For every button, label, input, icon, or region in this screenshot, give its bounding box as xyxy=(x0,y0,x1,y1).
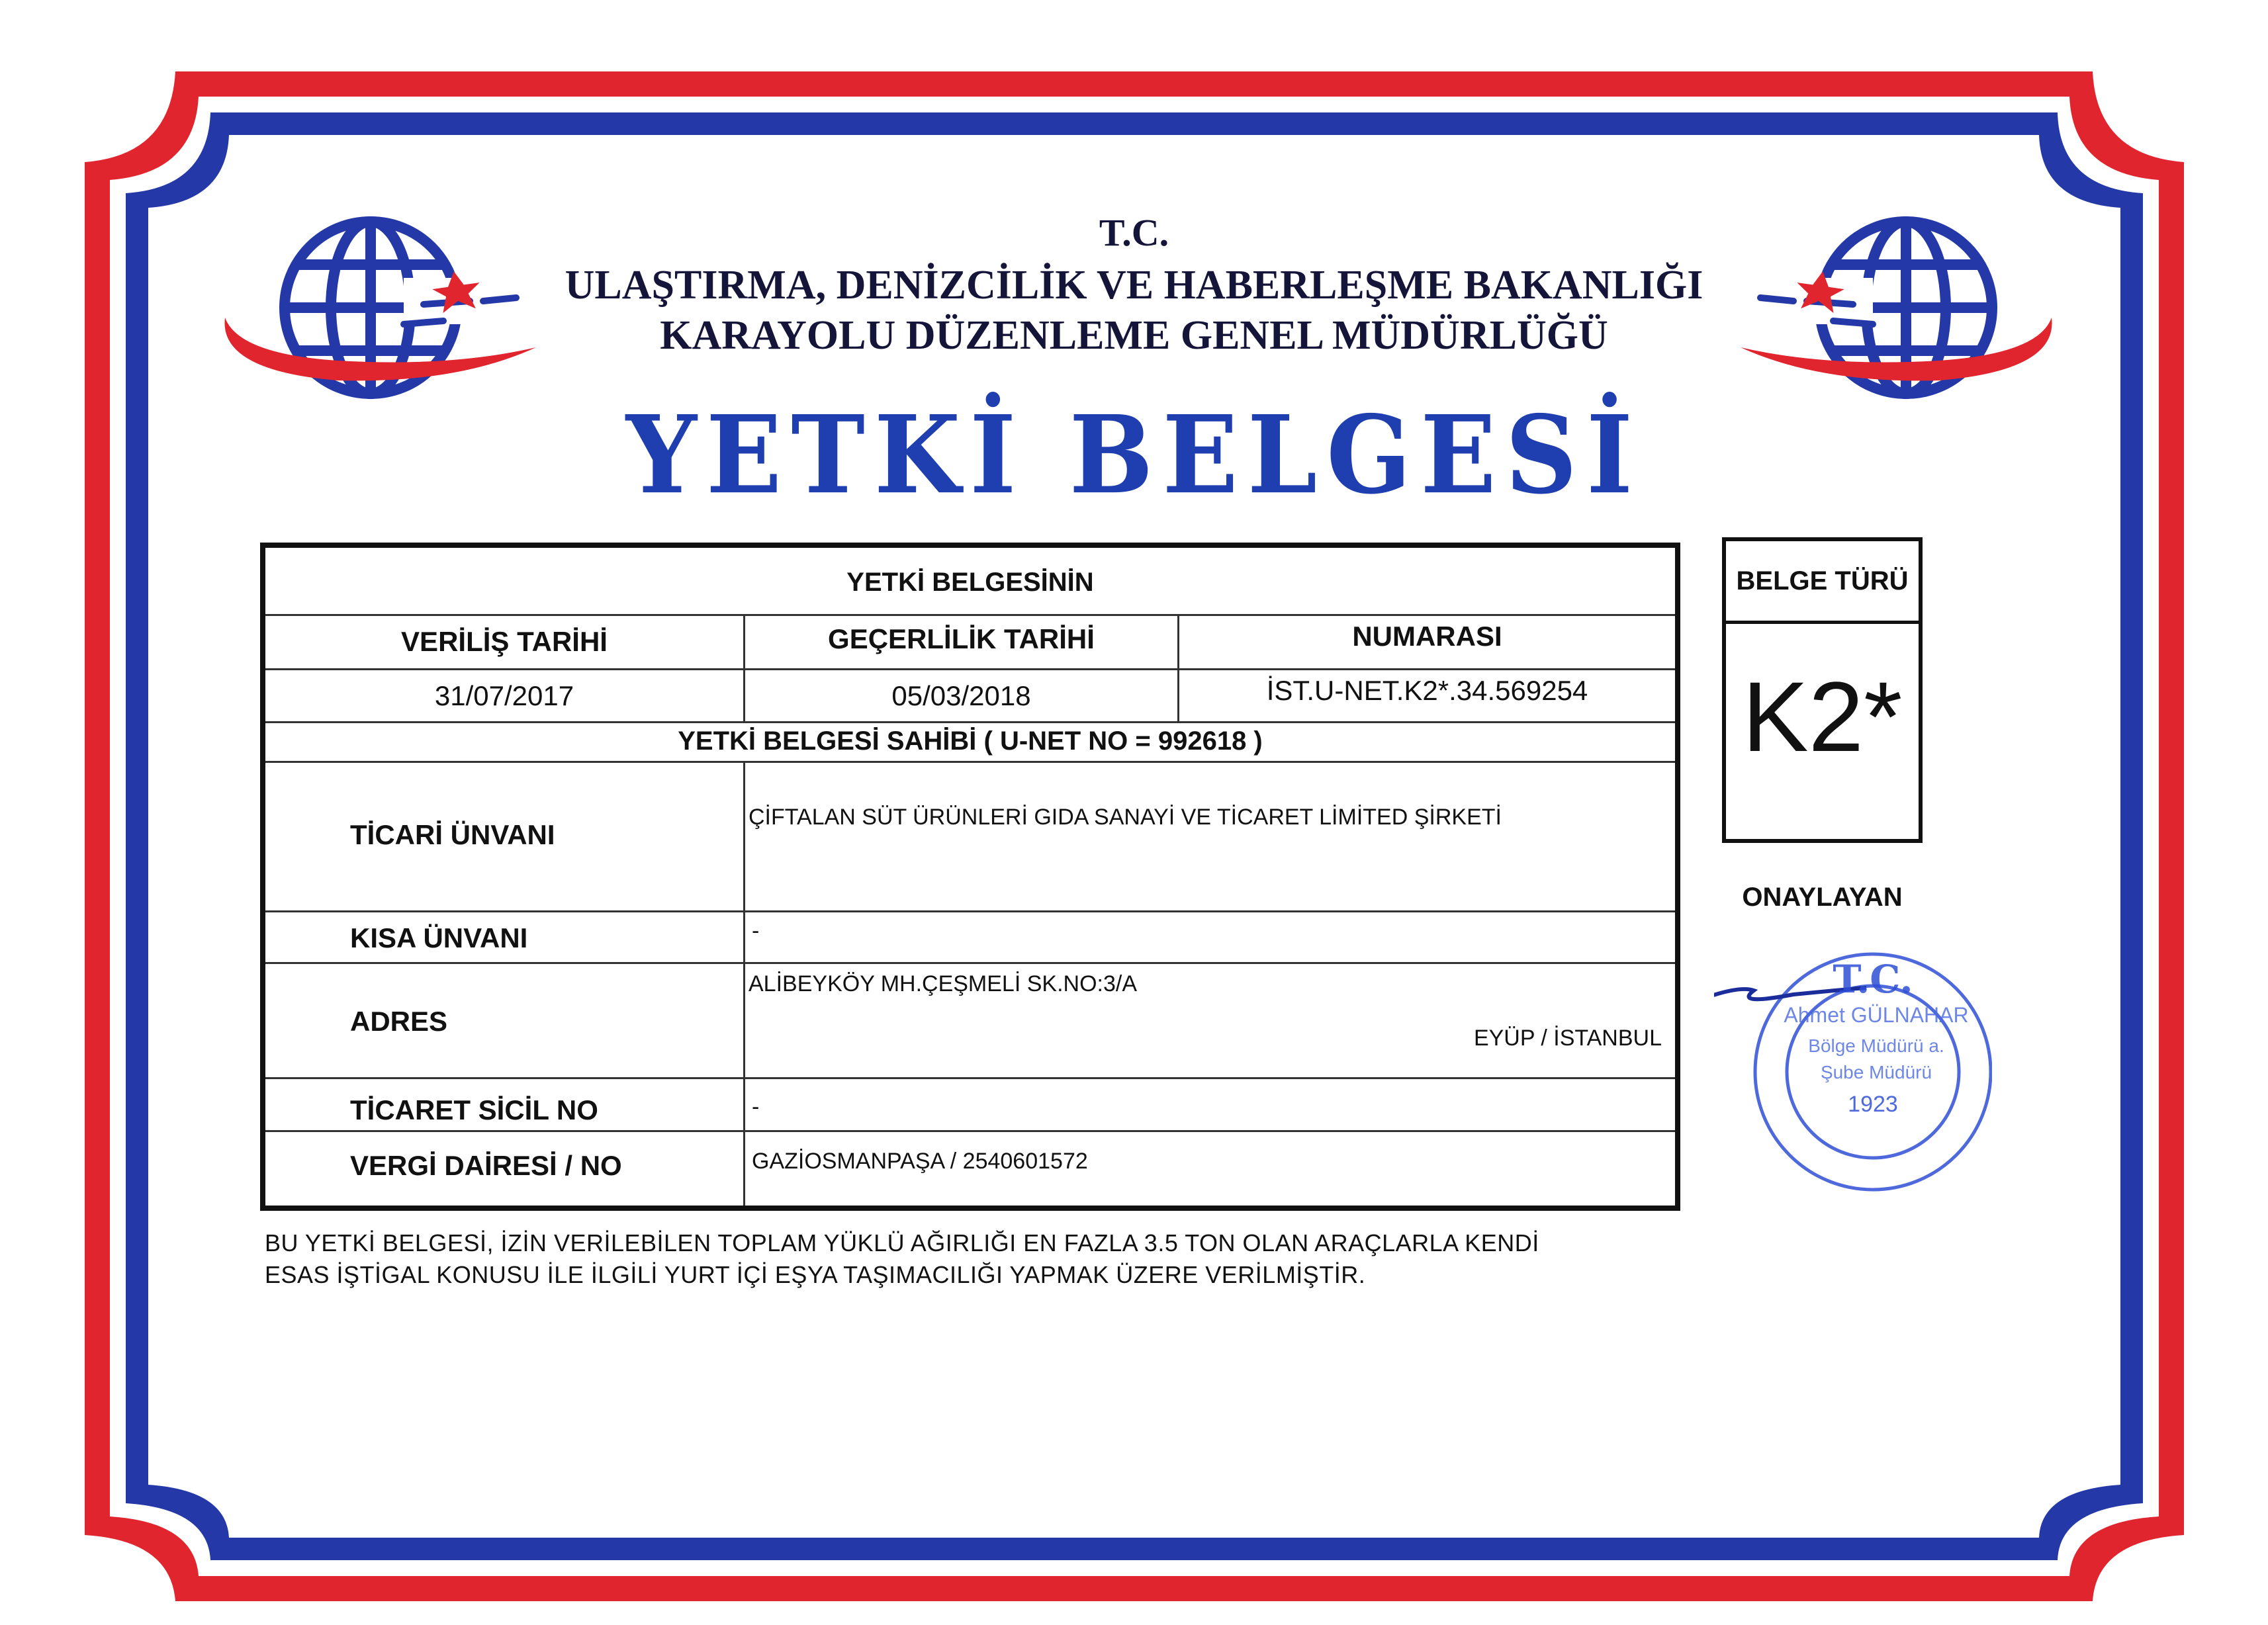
stamp-signatory-name: Ahmet GÜLNAHAR xyxy=(1784,1003,1969,1027)
country-abbreviation: T.C. xyxy=(1099,211,1169,254)
trade-registry-label: TİCARET SİCİL NO xyxy=(350,1094,598,1125)
holder-title: YETKİ BELGESİ SAHİBİ ( U-NET NO = 992618 ) xyxy=(678,726,1263,756)
footer-line-2: ESAS İŞTİGAL KONUSU İLE İLGİLİ YURT İÇİ EŞYA TAŞIMACILIĞI YAPMAK ÜZERE VERİLMİŞTİR. xyxy=(265,1261,1366,1288)
address-label: ADRES xyxy=(350,1006,448,1037)
trade-name-label: TİCARİ ÜNVANI xyxy=(350,819,555,850)
short-name-value: - xyxy=(752,918,760,944)
stamp-top-text: T.C. xyxy=(1833,957,1913,1002)
tax-office-value: GAZİOSMANPAŞA / 2540601572 xyxy=(752,1149,1088,1174)
tax-office-label: VERGİ DAİRESİ / NO xyxy=(350,1150,622,1181)
column-header-issue-date: VERİLİŞ TARİHİ xyxy=(401,626,608,657)
trade-name-value: ÇİFTALAN SÜT ÜRÜNLERİ GIDA SANAYİ VE TİCARET LİMİTED ŞİRKETİ xyxy=(748,805,1502,830)
address-line-2: EYÜP / İSTANBUL xyxy=(1473,1026,1662,1051)
authorization-table xyxy=(260,543,1680,1211)
issue-date-value: 31/07/2017 xyxy=(434,680,574,711)
document-title: YETKİ BELGESİ xyxy=(625,392,1643,519)
document-type-label: BELGE TÜRÜ xyxy=(1736,566,1909,595)
approval-label: ONAYLAYAN xyxy=(1742,883,1903,912)
stamp-role-line-2: Şube Müdürü xyxy=(1820,1062,1932,1082)
footer-line-1: BU YETKİ BELGESİ, İZİN VERİLEBİLEN TOPLAM YÜKLÜ AĞIRLIĞI EN FAZLA 3.5 TON OLAN ARAÇLARLA KENDİ xyxy=(265,1229,1539,1256)
address-line-1: ALİBEYKÖY MH.ÇEŞMELİ SK.NO:3/A xyxy=(748,971,1138,996)
stamp-role-line-1: Bölge Müdürü a. xyxy=(1808,1035,1944,1056)
section-title: YETKİ BELGESİNİN xyxy=(846,568,1094,597)
ministry-name: ULAŞTIRMA, DENİZCİLİK VE HABERLEŞME BAKANLIĞI xyxy=(565,263,1703,308)
official-stamp xyxy=(1714,923,1992,1201)
column-header-number: NUMARASI xyxy=(1352,621,1502,652)
directorate-name: KARAYOLU DÜZENLEME GENEL MÜDÜRLÜĞÜ xyxy=(660,313,1608,358)
certificate-number-value: İST.U-NET.K2*.34.569254 xyxy=(1266,675,1588,706)
stamp-year: 1923 xyxy=(1848,1092,1898,1117)
short-name-label: KISA ÜNVANI xyxy=(350,922,528,953)
validity-date-value: 05/03/2018 xyxy=(891,680,1031,711)
document-type-value: K2* xyxy=(1742,661,1903,772)
column-header-validity-date: GEÇERLİLİK TARİHİ xyxy=(828,623,1095,654)
document-type-box xyxy=(1722,537,1923,843)
trade-registry-value: - xyxy=(752,1094,760,1120)
